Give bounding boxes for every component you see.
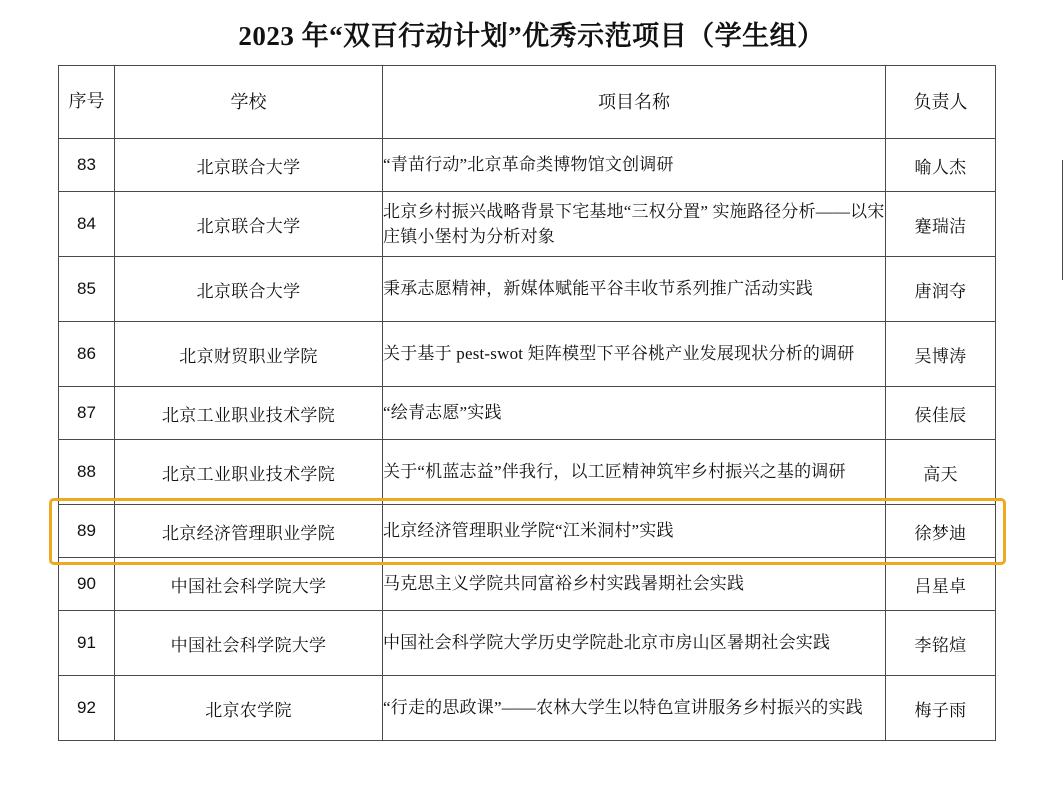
row-leader: 李铭煊	[886, 611, 996, 676]
row-index: 86	[59, 322, 115, 387]
row-school: 北京联合大学	[115, 192, 383, 257]
row-project: “绘青志愿”实践	[383, 387, 886, 440]
column-header-leader: 负责人	[886, 66, 996, 139]
row-index: 83	[59, 139, 115, 192]
table-row	[59, 192, 996, 257]
table-body	[59, 139, 996, 741]
row-school: 北京联合大学	[115, 139, 383, 192]
column-header-school: 学校	[115, 66, 383, 139]
row-index: 89	[59, 505, 115, 558]
row-school: 北京联合大学	[115, 257, 383, 322]
table-row	[59, 139, 996, 192]
row-leader: 梅子雨	[886, 676, 996, 741]
row-leader: 徐梦迪	[886, 505, 996, 558]
page-title: 2023 年“双百行动计划”优秀示范项目（学生组）	[238, 21, 825, 51]
row-project: 马克思主义学院共同富裕乡村实践暑期社会实践	[383, 558, 886, 611]
table-header-row	[59, 66, 996, 139]
row-school: 北京农学院	[115, 676, 383, 741]
row-project: 秉承志愿精神，新媒体赋能平谷丰收节系列推广活动实践	[383, 257, 886, 322]
row-project: 关于“机蓝志益”伴我行，以工匠精神筑牢乡村振兴之基的调研	[383, 440, 886, 505]
row-project: “行走的思政课”——农林大学生以特色宣讲服务乡村振兴的实践	[383, 676, 886, 741]
table-row	[59, 322, 996, 387]
row-school: 中国社会科学院大学	[115, 558, 383, 611]
row-leader: 喻人杰	[886, 139, 996, 192]
row-index: 84	[59, 192, 115, 257]
row-school: 北京财贸职业学院	[115, 322, 383, 387]
row-index: 88	[59, 440, 115, 505]
row-leader: 高天	[886, 440, 996, 505]
table-container	[58, 65, 1005, 741]
row-leader: 唐润夺	[886, 257, 996, 322]
row-project: “青苗行动”北京革命类博物馆文创调研	[383, 139, 886, 192]
table-row	[59, 558, 996, 611]
row-school: 中国社会科学院大学	[115, 611, 383, 676]
table-row	[59, 611, 996, 676]
row-school: 北京工业职业技术学院	[115, 440, 383, 505]
row-leader: 侯佳辰	[886, 387, 996, 440]
row-project: 北京乡村振兴战略背景下宅基地“三权分置” 实施路径分析——以宋庄镇小堡村为分析对象	[383, 192, 886, 257]
row-index: 91	[59, 611, 115, 676]
row-project: 北京经济管理职业学院“江米洞村”实践	[383, 505, 886, 558]
row-leader: 蹇瑞洁	[886, 192, 996, 257]
row-index: 92	[59, 676, 115, 741]
table-row	[59, 440, 996, 505]
row-index: 87	[59, 387, 115, 440]
row-leader: 吕星卓	[886, 558, 996, 611]
row-leader: 吴博涛	[886, 322, 996, 387]
row-index: 90	[59, 558, 115, 611]
row-school: 北京经济管理职业学院	[115, 505, 383, 558]
table-row	[59, 257, 996, 322]
table-row	[59, 387, 996, 440]
projects-table	[58, 65, 996, 741]
row-index: 85	[59, 257, 115, 322]
column-header-index: 序号	[59, 66, 115, 139]
table-row	[59, 676, 996, 741]
table-row-highlighted	[59, 505, 996, 558]
row-school: 北京工业职业技术学院	[115, 387, 383, 440]
row-project: 关于基于 pest-swot 矩阵模型下平谷桃产业发展现状分析的调研	[383, 322, 886, 387]
column-header-project: 项目名称	[383, 66, 886, 139]
row-project: 中国社会科学院大学历史学院赴北京市房山区暑期社会实践	[383, 611, 886, 676]
